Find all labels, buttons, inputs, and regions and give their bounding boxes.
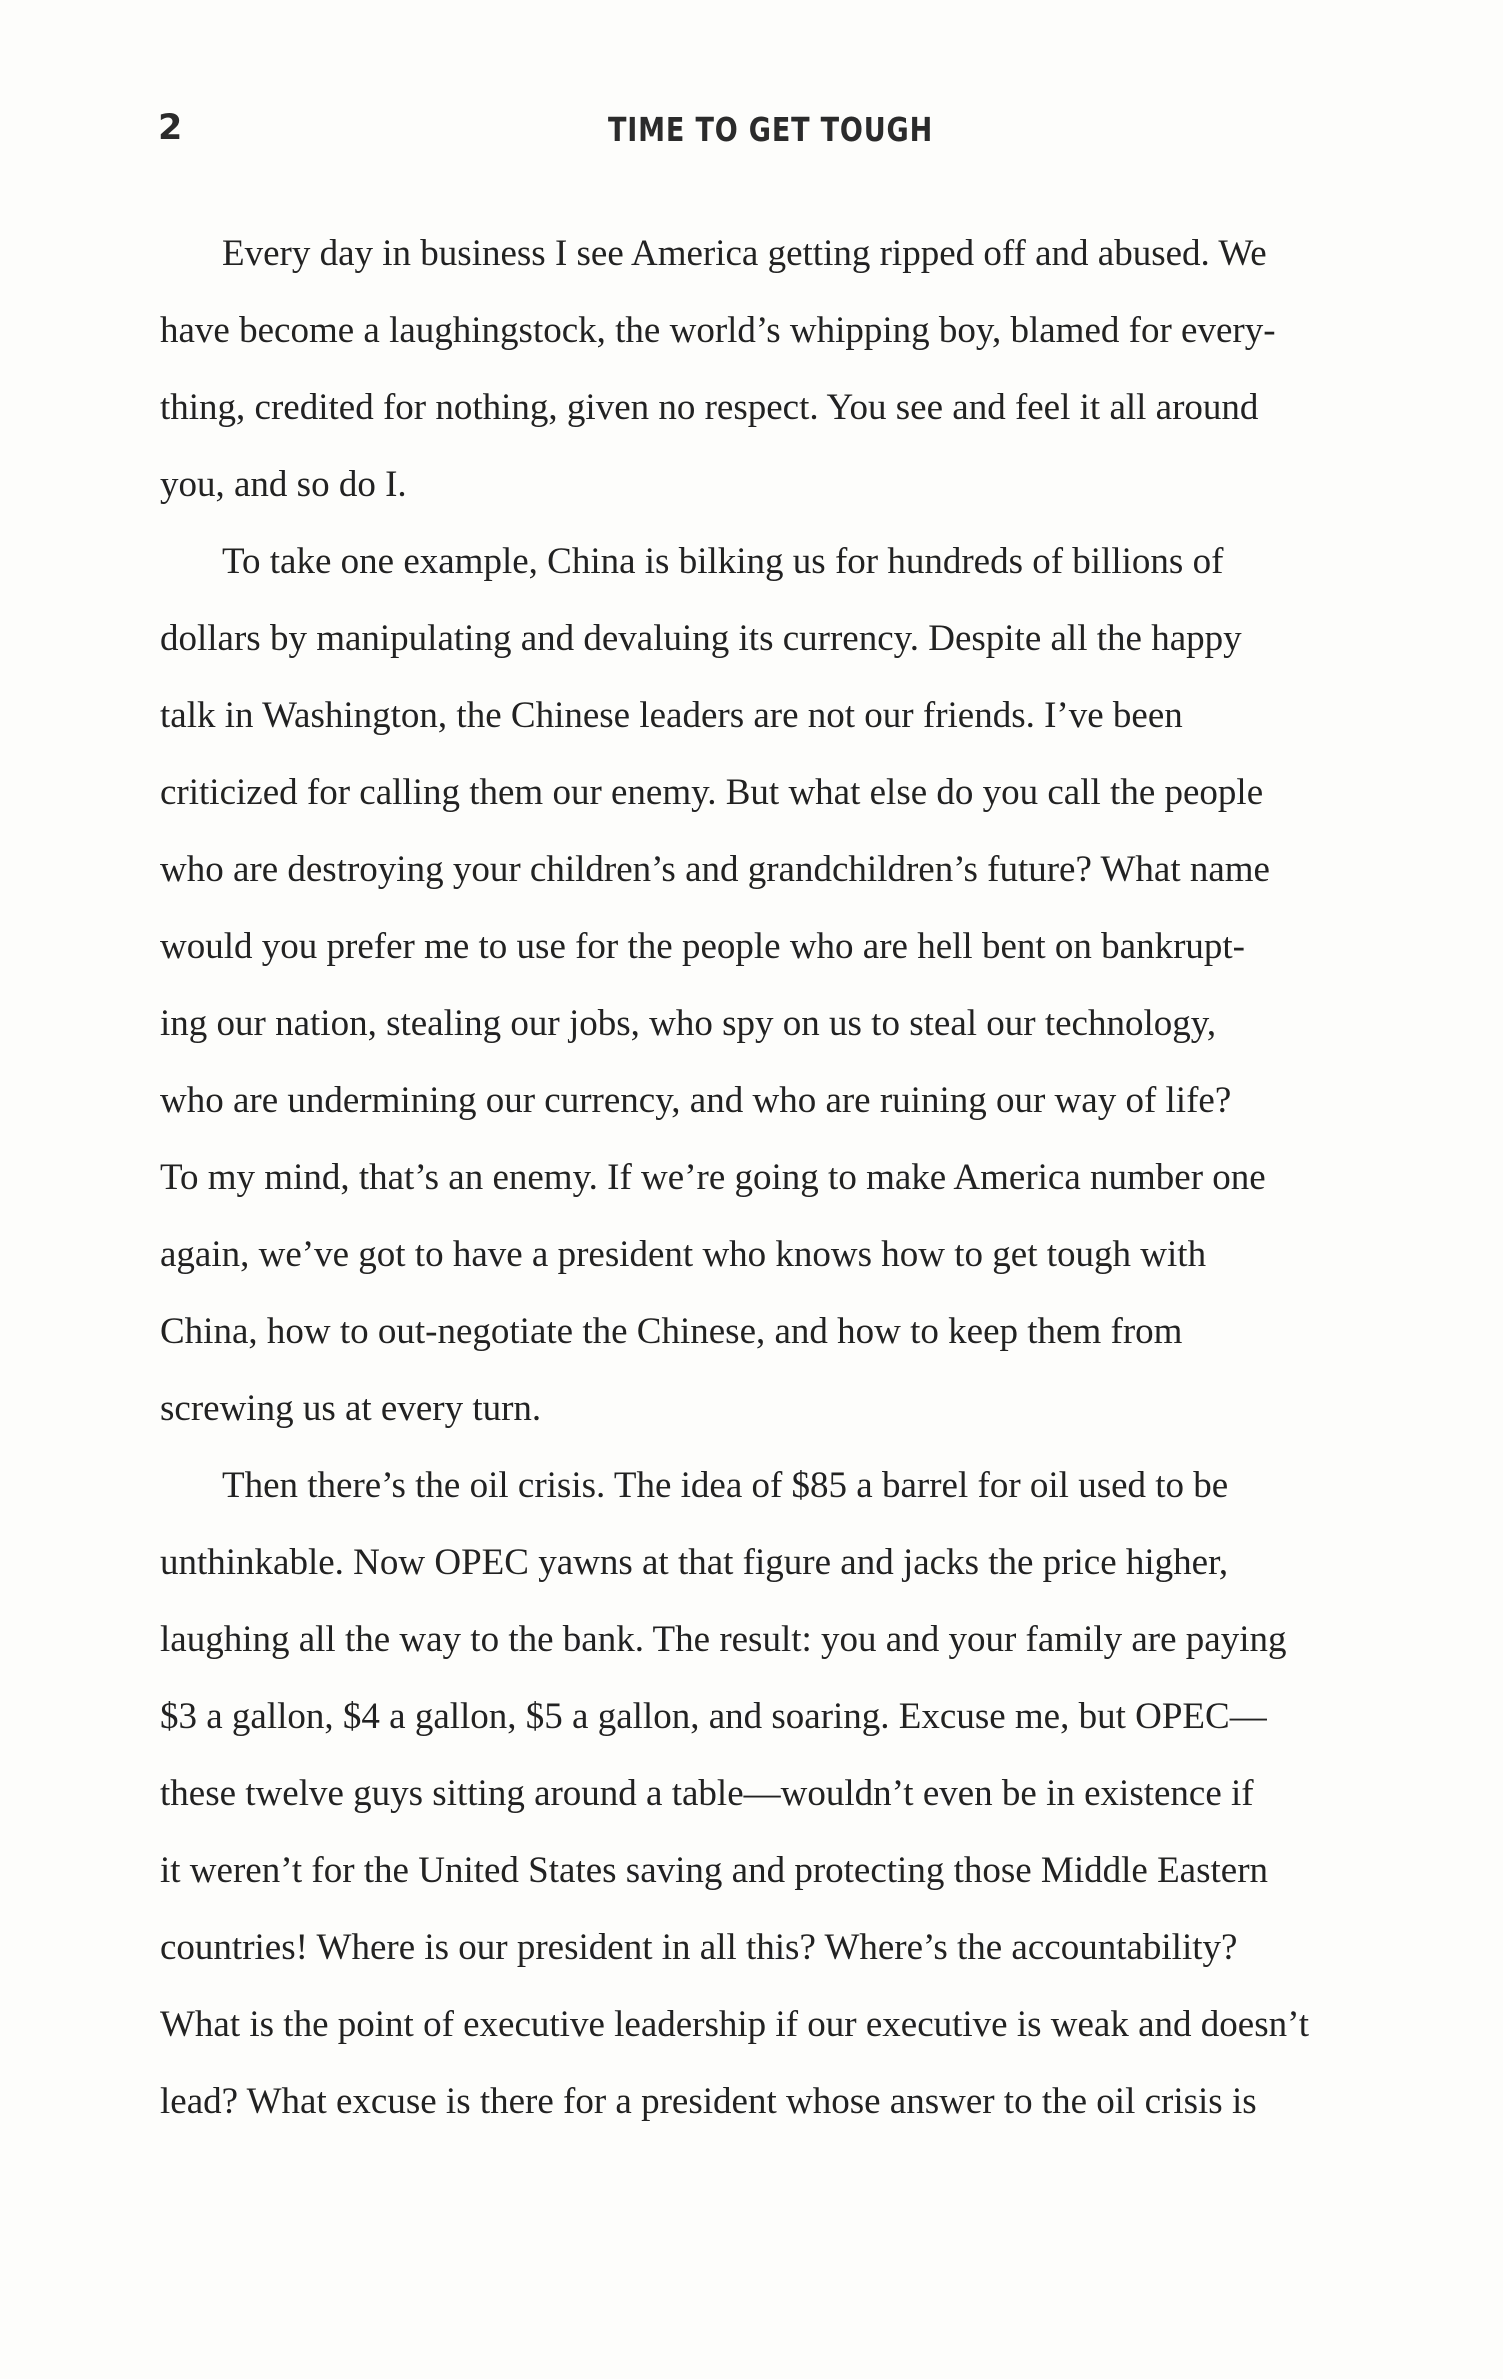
text-line: China, how to out-negotiate the Chinese, and how to keep them from bbox=[160, 1311, 1183, 1352]
text-line: these twelve guys sitting around a table—wouldn’t even be in existence if bbox=[160, 1773, 1254, 1814]
text-line: To take one example, China is bilking us for hundreds of billions of bbox=[222, 541, 1224, 582]
text-line: criticized for calling them our enemy. But what else do you call the people bbox=[160, 772, 1264, 813]
text-line: would you prefer me to use for the people who are hell bent on bankrupt- bbox=[160, 926, 1245, 967]
text-line: ing our nation, stealing our jobs, who spy on us to steal our technology, bbox=[160, 1003, 1217, 1044]
paragraph bbox=[160, 1447, 1360, 2140]
text-line: have become a laughingstock, the world’s whipping boy, blamed for every- bbox=[160, 310, 1276, 351]
text-line: laughing all the way to the bank. The result: you and your family are paying bbox=[160, 1619, 1287, 1660]
text-line: thing, credited for nothing, given no respect. You see and feel it all around bbox=[160, 387, 1259, 428]
running-head bbox=[158, 108, 1358, 168]
text-line: it weren’t for the United States saving and protecting those Middle Eastern bbox=[160, 1850, 1269, 1891]
text-line: you, and so do I. bbox=[160, 464, 407, 505]
text-line: countries! Where is our president in all this? Where’s the accountability? bbox=[160, 1927, 1238, 1968]
text-line: Then there’s the oil crisis. The idea of $85 a barrel for oil used to be bbox=[222, 1465, 1229, 1506]
text-line: unthinkable. Now OPEC yawns at that figure and jacks the price higher, bbox=[160, 1542, 1229, 1583]
body-text bbox=[160, 215, 1360, 2140]
text-line: To my mind, that’s an enemy. If we’re going to make America number one bbox=[160, 1157, 1266, 1198]
text-line: dollars by manipulating and devaluing its currency. Despite all the happy bbox=[160, 618, 1242, 659]
text-line: What is the point of executive leadership if our executive is weak and doesn’t bbox=[160, 2004, 1310, 2045]
text-line: screwing us at every turn. bbox=[160, 1388, 542, 1429]
text-line: again, we’ve got to have a president who knows how to get tough with bbox=[160, 1234, 1207, 1275]
text-line: talk in Washington, the Chinese leaders are not our friends. I’ve been bbox=[160, 695, 1183, 736]
paragraph bbox=[160, 523, 1360, 1447]
text-line: Every day in business I see America getting ripped off and abused. We bbox=[222, 233, 1267, 274]
text-line: lead? What excuse is there for a president whose answer to the oil crisis is bbox=[160, 2081, 1257, 2122]
running-title: TIME TO GET TOUGH bbox=[608, 110, 934, 149]
page-number: 2 bbox=[158, 108, 184, 148]
text-line: who are destroying your children’s and grandchildren’s future? What name bbox=[160, 849, 1270, 890]
text-line: who are undermining our currency, and who are ruining our way of life? bbox=[160, 1080, 1232, 1121]
paragraph bbox=[160, 215, 1360, 523]
text-line: $3 a gallon, $4 a gallon, $5 a gallon, and soaring. Excuse me, but OPEC— bbox=[160, 1696, 1267, 1737]
